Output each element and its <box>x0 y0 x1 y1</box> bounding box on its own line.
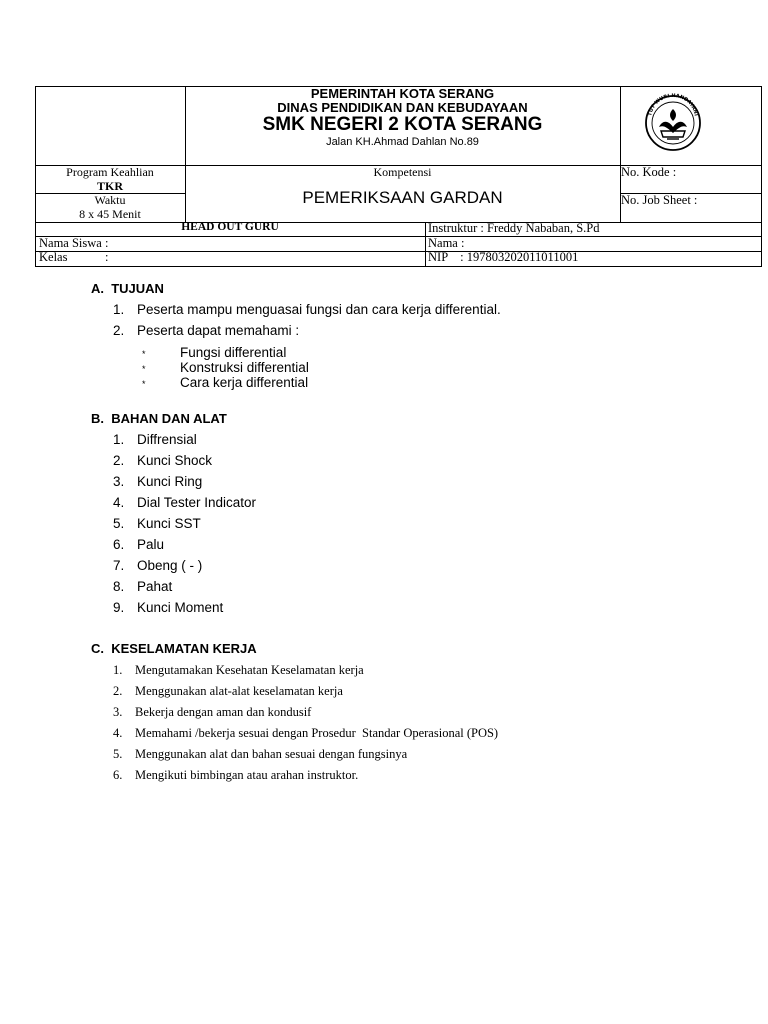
list-text: Menggunakan alat dan bahan sesuai dengan fungsinya <box>135 747 408 761</box>
list-text: Diffrensial <box>137 432 197 447</box>
nama-siswa-label: Nama Siswa : <box>39 236 109 250</box>
list-number: 1. <box>113 432 125 447</box>
table-rule <box>35 236 762 237</box>
logo-motto: TUT WURI HANDAYANI <box>647 93 699 117</box>
school-name: SMK NEGERI 2 KOTA SERANG <box>262 114 543 135</box>
bullet-icon: * <box>142 379 146 389</box>
list-item <box>113 516 201 531</box>
bullet-item: Fungsi differential <box>180 345 287 360</box>
list-text: Kunci Moment <box>137 600 224 615</box>
list-text: Obeng ( - ) <box>137 558 203 573</box>
list-item <box>113 474 202 489</box>
list-item <box>113 747 407 762</box>
list-number: 2. <box>113 684 123 698</box>
list-number: 4. <box>113 726 123 740</box>
list-text: Peserta dapat memahami : <box>137 323 300 338</box>
head-out-guru: HEAD OUT GURU <box>181 221 279 233</box>
kelas-label: Kelas : <box>39 250 109 264</box>
list-item <box>113 768 358 783</box>
tut-wuri-handayani-logo <box>641 93 705 155</box>
list-number: 2. <box>113 453 125 468</box>
list-number: 1. <box>113 302 125 317</box>
list-text: Mengikuti bimbingan atau arahan instruktor. <box>135 768 359 782</box>
list-text: Menggunakan alat-alat keselamatan kerja <box>135 684 343 698</box>
instruktur: Instruktur : Freddy Nababan, S.Pd <box>428 221 600 235</box>
waktu-label: Waktu <box>94 193 126 207</box>
list-item <box>113 684 343 699</box>
school-address: Jalan KH.Ahmad Dahlan No.89 <box>326 136 479 148</box>
bullet-icon: * <box>142 349 146 359</box>
no-kode: No. Kode : <box>621 165 677 179</box>
list-item <box>113 432 197 447</box>
program-label: Program Keahlian <box>66 165 154 179</box>
nama-label: Nama : <box>428 236 465 250</box>
list-item <box>113 537 164 552</box>
list-text: Dial Tester Indicator <box>137 495 257 510</box>
list-number: 8. <box>113 579 125 594</box>
dinas-name: DINAS PENDIDIKAN DAN KEBUDAYAAN <box>277 100 528 115</box>
list-item <box>113 453 212 468</box>
section-a-title: A. TUJUAN <box>91 281 164 296</box>
list-number: 9. <box>113 600 125 615</box>
table-rule <box>35 251 762 252</box>
table-border-bottom <box>35 266 762 267</box>
list-number: 1. <box>113 663 123 677</box>
list-item <box>113 579 172 594</box>
section-b-title: B. BAHAN DAN ALAT <box>91 411 227 426</box>
list-item <box>113 726 498 741</box>
list-item <box>113 600 223 615</box>
list-number: 3. <box>113 705 123 719</box>
bullet-icon: * <box>142 364 146 374</box>
list-number: 5. <box>113 747 123 761</box>
kompetensi-label: Kompetensi <box>373 165 432 179</box>
list-item <box>113 705 311 720</box>
list-number: 4. <box>113 495 125 510</box>
list-number: 5. <box>113 516 125 531</box>
list-number: 6. <box>113 537 125 552</box>
list-text: Kunci Shock <box>137 453 213 468</box>
list-item <box>113 323 299 338</box>
no-job-sheet: No. Job Sheet : <box>621 193 698 207</box>
list-number: 7. <box>113 558 125 573</box>
section-c-title: C. KESELAMATAN KERJA <box>91 641 257 656</box>
list-number: 3. <box>113 474 125 489</box>
list-text: Memahami /bekerja sesuai dengan Prosedur Standar Operasional (POS) <box>135 726 499 740</box>
table-rule <box>425 222 426 266</box>
job-sheet-header-table <box>35 86 762 267</box>
list-text: Mengutamakan Kesehatan Keselamatan kerja <box>135 663 364 677</box>
bullet-item: Konstruksi differential <box>180 360 309 375</box>
bullet-item: Cara kerja differential <box>180 375 309 390</box>
list-text: Pahat <box>137 579 173 594</box>
list-text: Palu <box>137 537 165 552</box>
list-text: Kunci Ring <box>137 474 203 489</box>
waktu-value: 8 x 45 Menit <box>79 207 141 221</box>
list-item <box>113 495 256 510</box>
list-number: 2. <box>113 323 125 338</box>
list-item <box>113 558 202 573</box>
list-text: Peserta mampu menguasai fungsi dan cara kerja differential. <box>137 302 501 317</box>
kompetensi-value: PEMERIKSAAN GARDAN <box>302 188 503 207</box>
list-item <box>113 302 501 317</box>
program-value: TKR <box>96 179 123 193</box>
list-text: Bekerja dengan aman dan kondusif <box>135 705 312 719</box>
nip: NIP : 197803202011011001 <box>428 250 579 264</box>
list-text: Kunci SST <box>137 516 201 531</box>
gov-name: PEMERINTAH KOTA SERANG <box>310 86 495 101</box>
table-border-right <box>761 86 762 267</box>
list-number: 6. <box>113 768 123 782</box>
list-item <box>113 663 364 678</box>
